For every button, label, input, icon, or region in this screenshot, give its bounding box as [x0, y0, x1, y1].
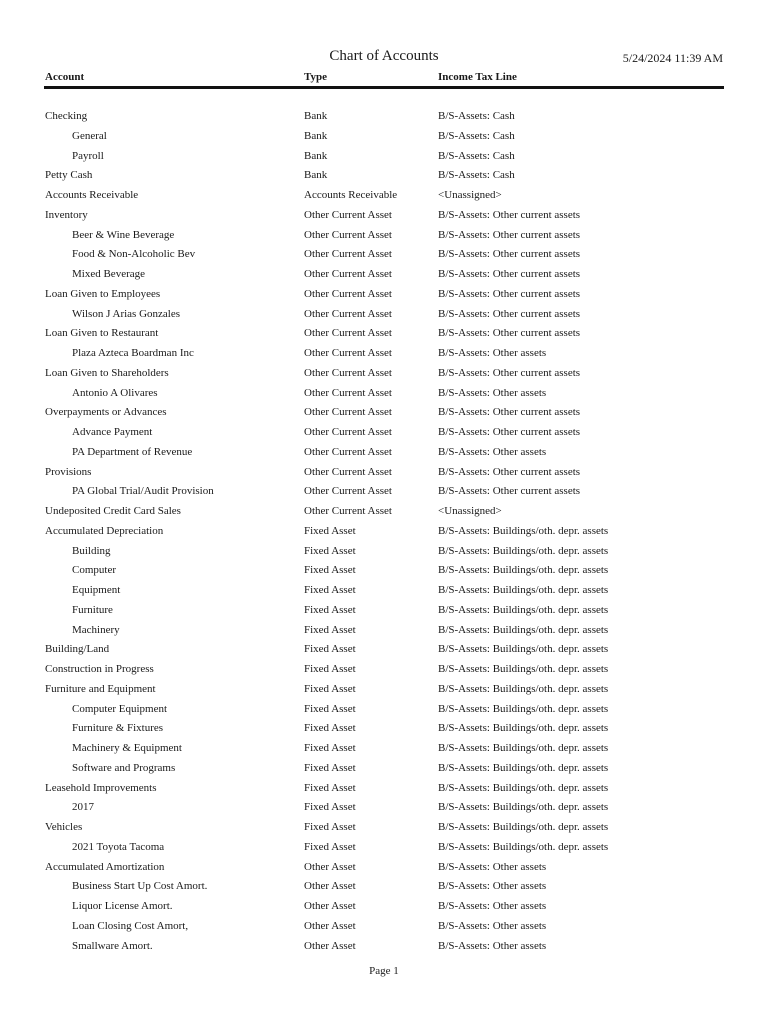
income-tax-line: B/S-Assets: Buildings/oth. depr. assets [438, 564, 609, 577]
account-type: Fixed Asset [304, 623, 356, 636]
sub-account-row [0, 897, 768, 917]
account-type: Other Current Asset [304, 445, 392, 458]
income-tax-line: B/S-Assets: Buildings/oth. depr. assets [438, 544, 609, 557]
sub-account-row [0, 423, 768, 443]
account-type: Fixed Asset [304, 781, 356, 794]
sub-account-row [0, 127, 768, 147]
account-name: PA Global Trial/Audit Provision [72, 485, 214, 498]
report-datetime: 5/24/2024 11:39 AM [622, 51, 723, 65]
account-name: Computer Equipment [72, 702, 168, 715]
account-type: Other Current Asset [304, 426, 392, 438]
account-name: Undeposited Credit Card Sales [45, 505, 181, 517]
account-name: General [72, 129, 107, 142]
account-type: Fixed Asset [304, 584, 356, 596]
sub-account-row [0, 917, 768, 937]
sub-account-row [0, 621, 768, 641]
sub-account-row [0, 739, 768, 759]
income-tax-line: <Unassigned> [438, 189, 502, 201]
account-row [0, 463, 768, 483]
sub-account-row [0, 265, 768, 285]
account-type: Fixed Asset [304, 821, 356, 833]
account-name: Antonio A Olivares [72, 386, 158, 399]
account-type: Fixed Asset [304, 564, 356, 577]
account-type: Fixed Asset [304, 603, 356, 616]
column-header-type: Type [304, 71, 328, 83]
account-row [0, 818, 768, 838]
account-row [0, 324, 768, 344]
income-tax-line: B/S-Assets: Buildings/oth. depr. assets [438, 801, 609, 814]
income-tax-line: B/S-Assets: Buildings/oth. depr. assets [438, 584, 609, 596]
income-tax-line: B/S-Assets: Buildings/oth. depr. assets [438, 623, 609, 636]
account-row [0, 640, 768, 660]
report-title: Chart of Accounts [329, 48, 439, 64]
income-tax-line: B/S-Assets: Buildings/oth. depr. assets [438, 524, 609, 537]
income-tax-line: B/S-Assets: Other current assets [438, 268, 581, 280]
account-name: Loan Given to Shareholders [45, 366, 169, 379]
account-name: Plaza Azteca Boardman Inc [72, 347, 194, 359]
account-row [0, 285, 768, 305]
account-type: Fixed Asset [304, 761, 356, 774]
account-name: Mixed Beverage [72, 268, 145, 280]
account-name: PA Department of Revenue [72, 445, 193, 458]
income-tax-line: B/S-Assets: Other current assets [438, 465, 581, 478]
sub-account-row [0, 719, 768, 739]
account-type: Accounts Receivable [304, 189, 398, 201]
account-type: Other Current Asset [304, 366, 392, 379]
account-type: Fixed Asset [304, 544, 356, 557]
income-tax-line: B/S-Assets: Other assets [438, 347, 547, 359]
account-name: Liquor License Amort. [72, 900, 173, 912]
account-name: Building [72, 544, 111, 557]
income-tax-line: B/S-Assets: Buildings/oth. depr. assets [438, 643, 609, 656]
sub-account-row [0, 305, 768, 325]
sub-account-row [0, 344, 768, 364]
income-tax-line: B/S-Assets: Other assets [438, 386, 547, 399]
account-type: Fixed Asset [304, 840, 356, 853]
account-name: Furniture and Equipment [45, 682, 156, 695]
account-name: Leasehold Improvements [45, 781, 157, 794]
account-row [0, 502, 768, 522]
income-tax-line: B/S-Assets: Other current assets [438, 406, 581, 419]
sub-account-row [0, 601, 768, 621]
account-type: Other Current Asset [304, 386, 392, 399]
income-tax-line: B/S-Assets: Buildings/oth. depr. assets [438, 663, 609, 675]
account-name: Payroll [72, 149, 104, 162]
account-row [0, 403, 768, 423]
account-type: Fixed Asset [304, 682, 356, 695]
sub-account-row [0, 838, 768, 858]
income-tax-line: B/S-Assets: Other assets [438, 900, 547, 912]
account-type: Other Current Asset [304, 268, 392, 280]
account-row [0, 680, 768, 700]
account-type: Other Current Asset [304, 228, 392, 241]
account-row [0, 166, 768, 186]
account-name: Accounts Receivable [45, 189, 139, 201]
income-tax-line: B/S-Assets: Buildings/oth. depr. assets [438, 603, 609, 616]
income-tax-line: B/S-Assets: Cash [438, 169, 515, 182]
account-type: Other Current Asset [304, 208, 392, 221]
account-type: Fixed Asset [304, 663, 356, 675]
header-rule [44, 86, 724, 89]
account-name: Equipment [72, 584, 121, 596]
account-name: Petty Cash [45, 169, 93, 182]
column-header-account: Account [45, 71, 85, 83]
account-name: Loan Given to Employees [45, 287, 161, 300]
account-type: Other Asset [304, 860, 356, 873]
account-type: Other Current Asset [304, 485, 392, 498]
page-number: Page 1 [369, 965, 399, 977]
income-tax-line: B/S-Assets: Buildings/oth. depr. assets [438, 840, 609, 853]
account-type: Fixed Asset [304, 742, 356, 754]
account-type: Other Asset [304, 900, 356, 912]
income-tax-line: B/S-Assets: Other assets [438, 880, 547, 893]
account-name: Loan Closing Cost Amort, [72, 919, 189, 932]
account-type: Other Asset [304, 880, 356, 893]
income-tax-line: B/S-Assets: Buildings/oth. depr. assets [438, 702, 609, 715]
account-type: Other Current Asset [304, 307, 392, 320]
income-tax-line: B/S-Assets: Buildings/oth. depr. assets [438, 742, 609, 754]
account-row [0, 107, 768, 127]
account-name: Provisions [45, 465, 92, 478]
account-type: Other Asset [304, 919, 356, 932]
account-type: Bank [304, 110, 328, 122]
column-header-income-tax-line: Income Tax Line [438, 71, 517, 83]
income-tax-line: B/S-Assets: Buildings/oth. depr. assets [438, 722, 609, 735]
sub-account-row [0, 561, 768, 581]
sub-account-row [0, 877, 768, 897]
account-type: Other Current Asset [304, 248, 392, 261]
account-name: Furniture & Fixtures [72, 722, 164, 735]
sub-account-row [0, 700, 768, 720]
income-tax-line: B/S-Assets: Cash [438, 149, 515, 162]
income-tax-line: B/S-Assets: Other current assets [438, 307, 581, 320]
account-name: 2021 Toyota Tacoma [72, 840, 165, 853]
account-type: Bank [304, 169, 328, 182]
income-tax-line: B/S-Assets: Cash [438, 129, 515, 142]
income-tax-line: <Unassigned> [438, 505, 502, 517]
sub-account-row [0, 443, 768, 463]
income-tax-line: B/S-Assets: Other assets [438, 939, 547, 952]
account-type: Other Current Asset [304, 287, 392, 300]
account-type: Fixed Asset [304, 702, 356, 715]
account-row [0, 206, 768, 226]
account-name: Vehicles [45, 821, 83, 833]
income-tax-line: B/S-Assets: Other current assets [438, 327, 581, 340]
sub-account-row [0, 226, 768, 246]
account-row [0, 660, 768, 680]
sub-account-row [0, 147, 768, 167]
income-tax-line: B/S-Assets: Buildings/oth. depr. assets [438, 682, 609, 695]
account-type: Other Current Asset [304, 505, 392, 517]
account-name: Business Start Up Cost Amort. [72, 880, 208, 893]
income-tax-line: B/S-Assets: Other current assets [438, 228, 581, 241]
income-tax-line: B/S-Assets: Other assets [438, 860, 547, 873]
account-type: Other Current Asset [304, 327, 392, 340]
account-row [0, 364, 768, 384]
account-type: Other Current Asset [304, 465, 392, 478]
account-name: Software and Programs [72, 761, 176, 774]
income-tax-line: B/S-Assets: Other current assets [438, 426, 581, 438]
account-type: Bank [304, 129, 328, 142]
account-row [0, 779, 768, 799]
income-tax-line: B/S-Assets: Other current assets [438, 366, 581, 379]
sub-account-row [0, 384, 768, 404]
account-name: Wilson J Arias Gonzales [72, 307, 181, 320]
account-type: Other Asset [304, 939, 356, 952]
account-type: Bank [304, 149, 328, 162]
account-name: Building/Land [45, 643, 110, 656]
income-tax-line: B/S-Assets: Other current assets [438, 248, 581, 261]
account-name: Checking [45, 110, 88, 122]
sub-account-row [0, 937, 768, 957]
account-type: Fixed Asset [304, 524, 356, 537]
income-tax-line: B/S-Assets: Cash [438, 110, 515, 122]
account-type: Other Current Asset [304, 347, 392, 359]
account-name: Machinery [72, 623, 120, 636]
sub-account-row [0, 542, 768, 562]
income-tax-line: B/S-Assets: Other current assets [438, 485, 581, 498]
sub-account-row [0, 798, 768, 818]
income-tax-line: B/S-Assets: Other current assets [438, 208, 581, 221]
income-tax-line: B/S-Assets: Other current assets [438, 287, 581, 300]
account-name: Construction in Progress [45, 663, 154, 675]
accounts-table [0, 107, 768, 956]
income-tax-line: B/S-Assets: Other assets [438, 445, 547, 458]
account-type: Fixed Asset [304, 722, 356, 735]
account-name: Furniture [72, 603, 113, 616]
account-name: Machinery & Equipment [72, 742, 182, 754]
account-name: Accumulated Amortization [45, 860, 165, 873]
account-type: Fixed Asset [304, 801, 356, 814]
account-name: Accumulated Depreciation [45, 524, 164, 537]
account-name: Advance Payment [72, 426, 153, 438]
income-tax-line: B/S-Assets: Buildings/oth. depr. assets [438, 781, 609, 794]
account-name: Inventory [45, 208, 88, 221]
income-tax-line: B/S-Assets: Buildings/oth. depr. assets [438, 821, 609, 833]
account-row [0, 858, 768, 878]
sub-account-row [0, 245, 768, 265]
account-type: Fixed Asset [304, 643, 356, 656]
income-tax-line: B/S-Assets: Other assets [438, 919, 547, 932]
account-name: Overpayments or Advances [45, 406, 167, 419]
account-name: 2017 [72, 801, 94, 814]
account-name: Smallware Amort. [72, 939, 153, 952]
account-name: Computer [72, 564, 116, 577]
account-type: Other Current Asset [304, 406, 392, 419]
sub-account-row [0, 759, 768, 779]
account-name: Beer & Wine Beverage [72, 228, 175, 241]
account-row [0, 522, 768, 542]
income-tax-line: B/S-Assets: Buildings/oth. depr. assets [438, 761, 609, 774]
sub-account-row [0, 482, 768, 502]
sub-account-row [0, 581, 768, 601]
account-name: Loan Given to Restaurant [45, 327, 159, 340]
account-name: Food & Non-Alcoholic Bev [72, 248, 196, 261]
account-row [0, 186, 768, 206]
